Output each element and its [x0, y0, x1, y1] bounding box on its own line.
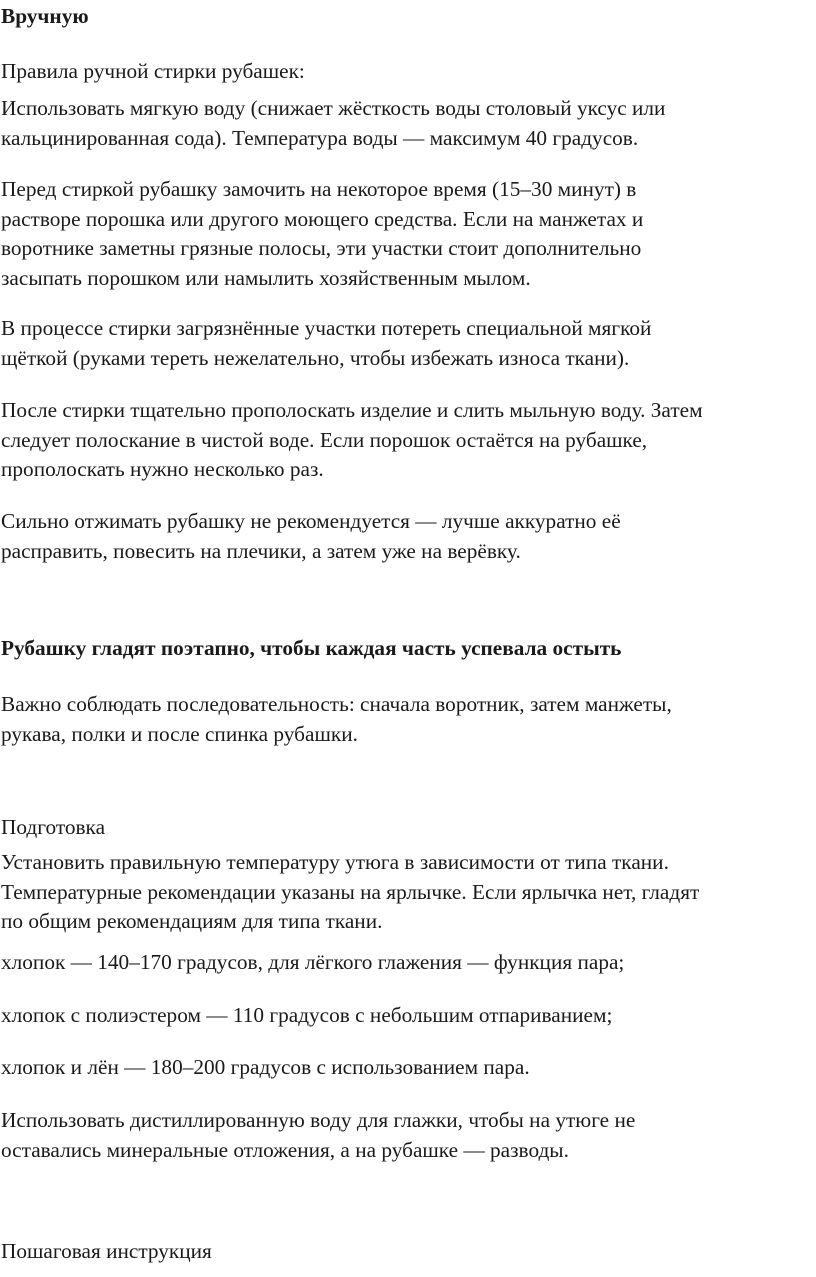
fabric-cotton-linen: хлопок и лён — 180–200 градусов с использованием пара.: [1, 1055, 530, 1079]
text-line: После стирки тщательно прополоскать изделие и слить мыльную воду. Затем: [1, 398, 703, 422]
paragraph-distilled-water: [1, 1106, 635, 1165]
text-line: по общим рекомендациям для типа ткани.: [1, 909, 383, 933]
text-line: следует полоскание в чистой воде. Если порошок остаётся на рубашке,: [1, 427, 648, 452]
text-line: воротнике заметны грязные полосы, эти участки стоит дополнительно: [1, 236, 642, 260]
text-line: Использовать мягкую воду (снижает жёсткость воды столовый уксус или: [1, 96, 666, 120]
text-line: расправить, повесить на плечики, а затем уже на верёвку.: [1, 538, 521, 563]
paragraph-wash-water: [1, 94, 665, 153]
preparation-title: Подготовка: [1, 815, 106, 839]
wash-rules-title: Правила ручной стирки рубашек:: [1, 59, 305, 83]
text-line: Температурные рекомендации указаны на ярлычке. Если ярлычка нет, гладят: [1, 879, 700, 904]
heading-manual: Вручную: [1, 4, 89, 28]
paragraph-preparation-temp: [1, 848, 699, 937]
text-line: кальцинированная сода). Температура воды — максимум 40 градусов.: [1, 125, 639, 150]
text-line: щёткой (руками тереть нежелательно, чтобы избежать износа ткани).: [1, 345, 630, 370]
fabric-cotton-polyester: хлопок с полиэстером — 110 градусов с небольшим отпариванием;: [1, 1003, 613, 1027]
text-line: Установить правильную температуру утюга в зависимости от типа ткани.: [1, 850, 669, 874]
text-line: засыпать порошком или намылить хозяйственным мылом.: [1, 265, 531, 290]
text-line: рукава, полки и после спинка рубашки.: [1, 721, 358, 746]
paragraph-ironing-order: [1, 690, 672, 749]
text-line: растворе порошка или другого моющего средства. Если на манжетах и: [1, 206, 644, 231]
paragraph-wash-wring: [1, 507, 621, 566]
fabric-cotton: хлопок — 140–170 градусов, для лёгкого глажения — функция пара;: [1, 950, 625, 974]
text-line: Сильно отжимать рубашку не рекомендуется — лучше аккуратно её: [1, 509, 621, 533]
text-line: В процессе стирки загрязнённые участки потереть специальной мягкой: [1, 316, 652, 340]
paragraph-wash-brush: [1, 314, 651, 373]
text-line: Использовать дистиллированную воду для глажки, чтобы на утюге не: [1, 1108, 636, 1132]
text-line: Перед стиркой рубашку замочить на некоторое время (15–30 минут) в: [1, 177, 637, 201]
paragraph-wash-rinse: [1, 396, 703, 485]
text-line: оставались минеральные отложения, а на рубашке — разводы.: [1, 1137, 569, 1162]
text-line: прополоскать нужно несколько раз.: [1, 457, 324, 481]
step-by-step-title: Пошаговая инструкция: [1, 1239, 212, 1263]
paragraph-wash-soak: [1, 175, 643, 293]
heading-ironing: Рубашку гладят поэтапно, чтобы каждая часть успевала остыть: [1, 636, 622, 660]
text-line: Важно соблюдать последовательность: сначала воротник, затем манжеты,: [1, 692, 672, 716]
